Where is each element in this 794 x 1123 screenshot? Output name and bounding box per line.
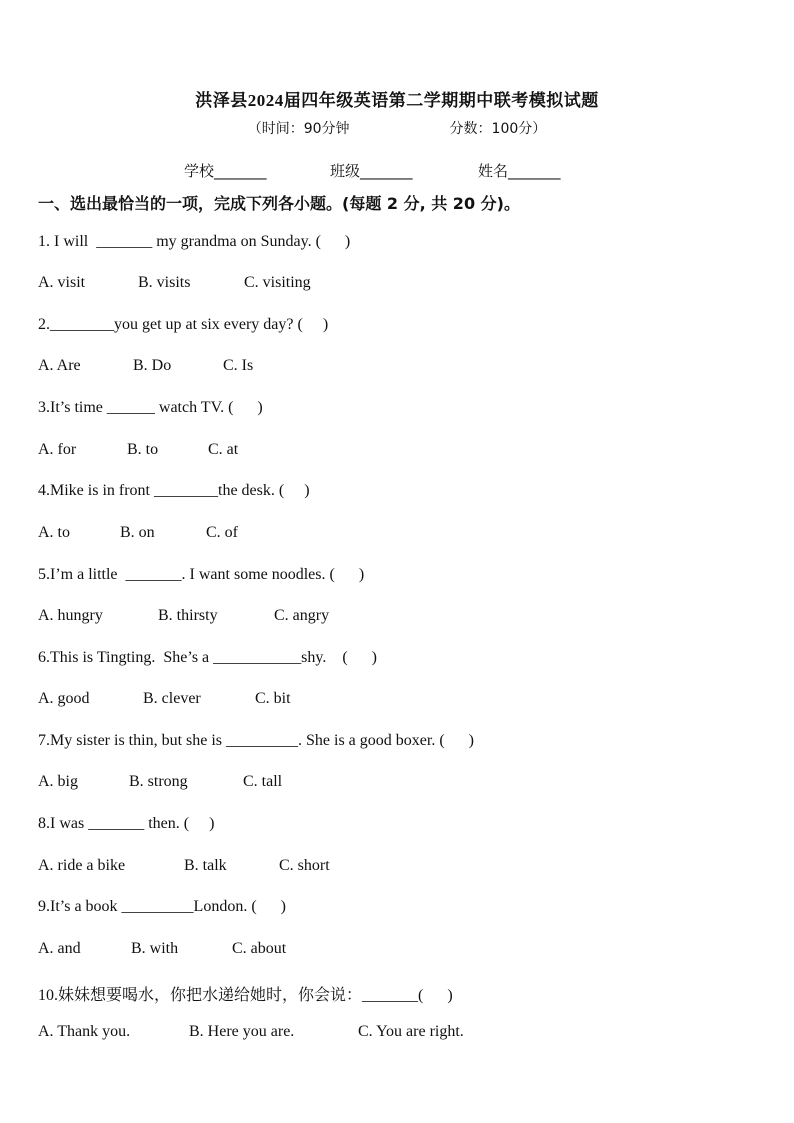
option-b: B. Do: [133, 357, 172, 374]
option-b: B. visits: [138, 274, 191, 291]
section-heading: 一、选出最恰当的一项，完成下列各小题。(每题 2 分, 共 20 分)。: [38, 194, 520, 213]
option-a: A. for: [38, 441, 77, 458]
question-stem: 5.I’m a little _______. I want some noodles. ( ): [38, 566, 365, 583]
option-a: A. Thank you.: [38, 1023, 131, 1040]
question-stem: 10.妹妹想要喝水，你把水递给她时，你会说：_______( ): [38, 987, 453, 1004]
class-field: 班级_______: [330, 162, 413, 180]
option-a: A. to: [38, 524, 70, 541]
option-a: A. hungry: [38, 607, 103, 624]
exam-meta: [0, 118, 794, 138]
question-options: [38, 441, 238, 459]
option-b: B. to: [127, 441, 159, 458]
name-field: 姓名_______: [477, 162, 561, 180]
question-stem: 7.My sister is thin, but she is _________. She is a good boxer. ( ): [38, 732, 474, 749]
exam-time: （时间：90分钟: [247, 121, 350, 137]
option-b: B. talk: [184, 857, 227, 874]
option-c: C. Is: [223, 357, 254, 374]
question-options: [38, 607, 329, 625]
option-a: A. good: [38, 690, 90, 707]
question-stem: 2.________you get up at six every day? ( ): [38, 316, 329, 333]
option-c: C. short: [279, 857, 330, 874]
question-options: [38, 940, 286, 958]
option-c: C. of: [206, 524, 238, 541]
question-options: [38, 857, 330, 875]
option-a: A. big: [38, 773, 78, 790]
question-options: [38, 274, 311, 292]
question-stem: 1. I will _______ my grandma on Sunday. ( ): [38, 233, 351, 250]
student-info: [184, 160, 624, 181]
option-b: B. with: [131, 940, 179, 957]
option-c: C. You are right.: [358, 1023, 464, 1040]
option-c: C. about: [232, 940, 287, 957]
question-stem: 8.I was _______ then. ( ): [38, 815, 215, 832]
option-b: B. thirsty: [158, 607, 218, 624]
option-c: C. at: [208, 441, 239, 458]
question-stem: 3.It’s time ______ watch TV. ( ): [38, 399, 263, 416]
option-b: B. clever: [143, 690, 201, 707]
option-a: A. visit: [38, 274, 86, 291]
exam-title: 洪泽县2024届四年级英语第二学期期中联考模拟试题: [195, 91, 599, 110]
question-stem: 4.Mike is in front ________the desk. ( ): [38, 482, 310, 499]
question-options: [38, 524, 238, 542]
question-options: [38, 1023, 464, 1041]
question-options: [38, 773, 282, 791]
option-b: B. Here you are.: [189, 1023, 295, 1040]
question-stem: 9.It’s a book _________London. ( ): [38, 898, 286, 915]
option-b: B. on: [120, 524, 155, 541]
option-c: C. bit: [255, 690, 291, 707]
option-c: C. tall: [243, 773, 283, 790]
option-c: C. visiting: [244, 274, 311, 291]
school-field: 学校_______: [184, 162, 267, 180]
option-c: C. angry: [274, 607, 330, 624]
question-stem: 6.This is Tingting. She’s a ___________shy. ( ): [38, 649, 377, 666]
option-b: B. strong: [129, 773, 188, 790]
option-a: A. ride a bike: [38, 857, 126, 874]
option-a: A. Are: [38, 357, 81, 374]
question-options: [38, 690, 291, 708]
option-a: A. and: [38, 940, 81, 957]
exam-score: 分数：100分）: [449, 121, 547, 137]
question-options: [38, 357, 253, 375]
